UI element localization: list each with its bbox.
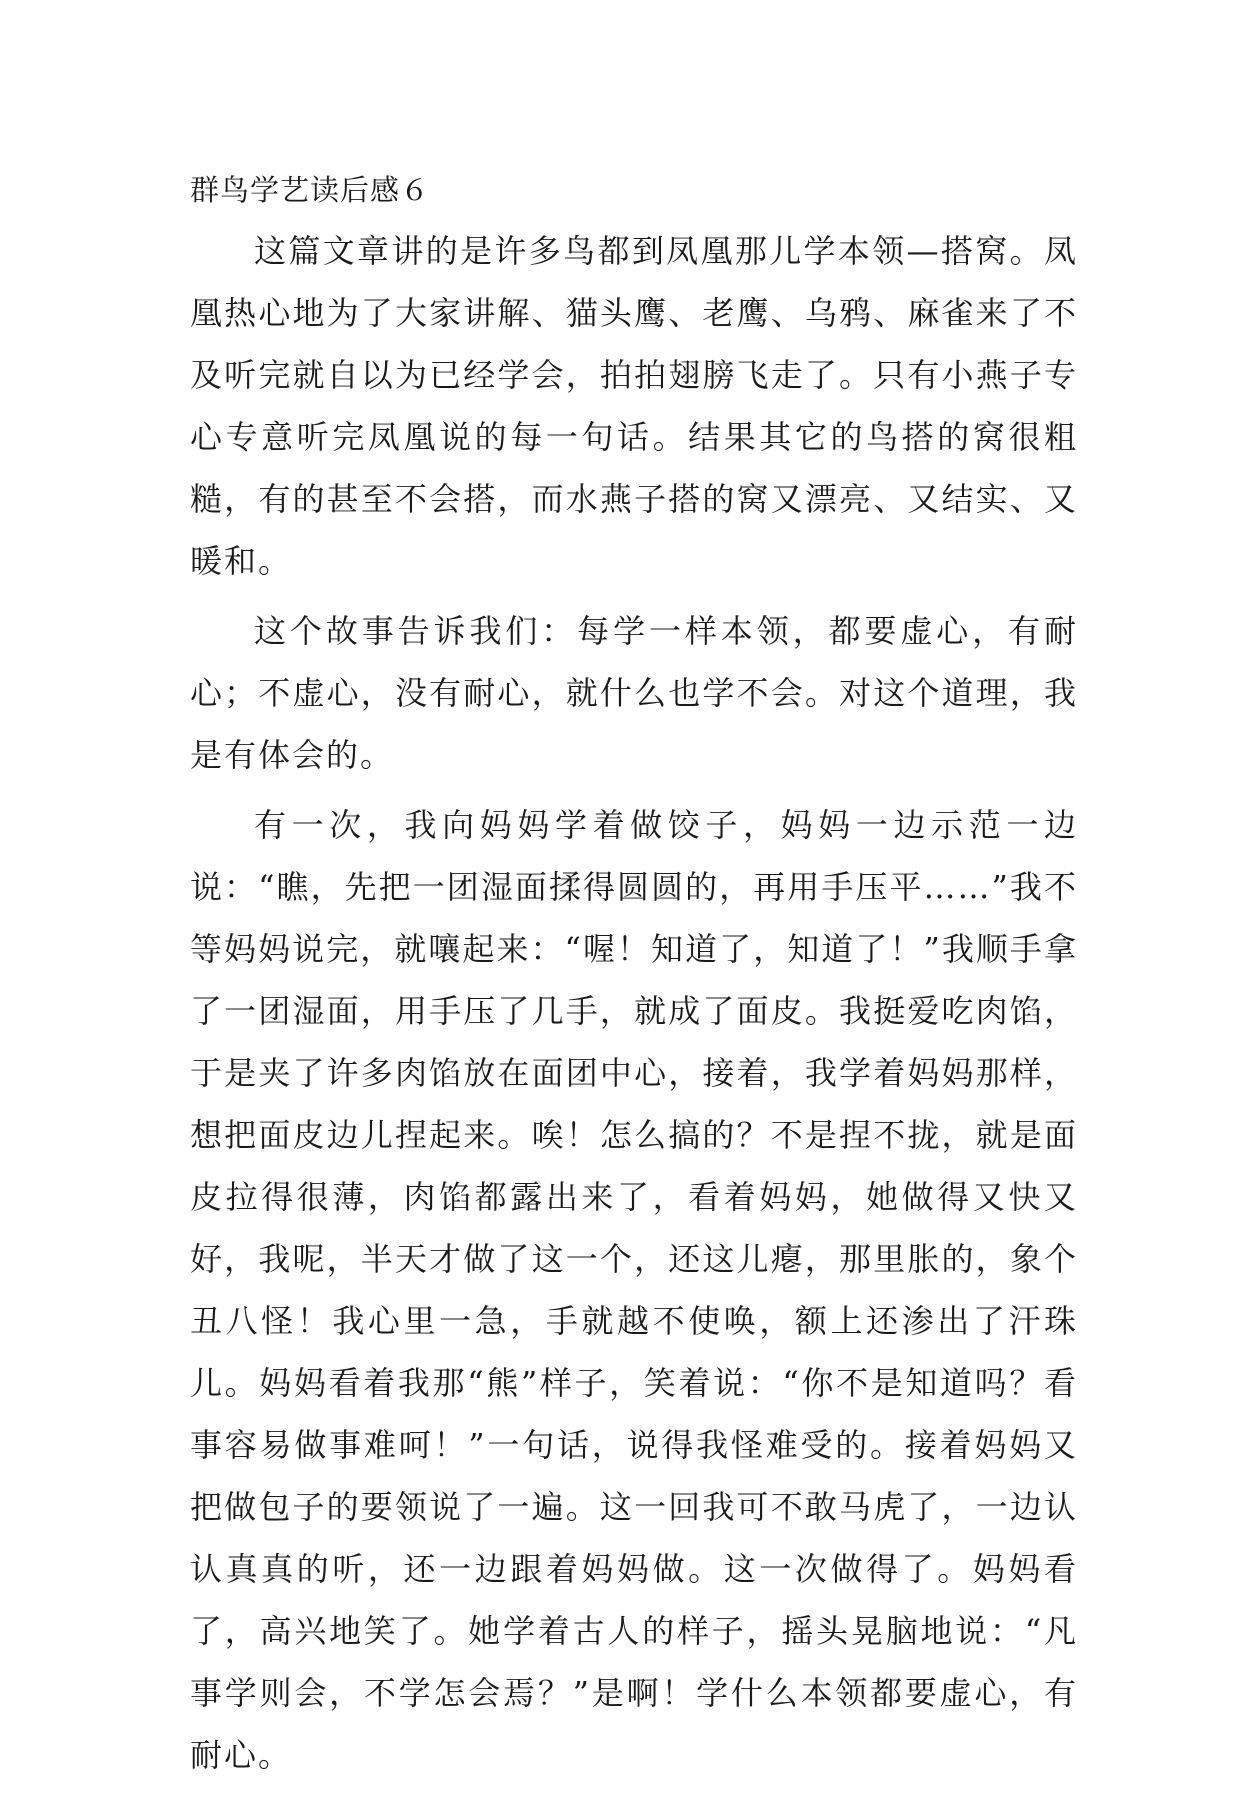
paragraph-1: 这篇文章讲的是许多鸟都到凤凰那儿学本领—搭窝。凤凰热心地为了大家讲解、猫头鹰、老鹰、乌鸦、麻雀来了不及听完就自以为已经学会，拍拍翅膀飞走了。只有小燕子专心专意听完凤凰说的每一句话。结果其它的鸟搭的窝很粗糙，有的甚至不会搭，而水燕子搭的窝又漂亮、又结实、又暖和。 [190,232,1078,580]
paragraph-2: 这个故事告诉我们：每学一样本领，都要虚心，有耐心；不虚心，没有耐心，就什么也学不会。对这个道理，我是有体会的。 [190,612,1078,774]
document-title: 群鸟学艺读后感６ [190,173,431,207]
paragraph-3: 有一次，我向妈妈学着做饺子，妈妈一边示范一边说：“瞧，先把一团湿面揉得圆圆的，再用手压平……”我不等妈妈说完，就嚷起来：“喔！知道了，知道了！”我顺手拿了一团湿面，用手压了几手，就成了面皮。我挺爱吃肉馅，于是夹了许多肉馅放在面团中心，接着，我学着妈妈那样，想把面皮边儿捏起来。唉！怎么搞的？不是捏不拢，就是面皮拉得很薄，肉馅都露出来了，看着妈妈，她做得又快又好，我呢，半天才做了这一个，还这儿瘪，那里胀的，象个丑八怪！我心里一急，手就越不使唤，额上还渗出了汗珠儿。妈妈看着我那“熊”样子，笑着说：“你不是知道吗？看事容易做事难呵！”一句话，说得我怪难受的。接着妈妈又把做包子的要领说了一遍。这一回我可不敢马虎了，一边认认真真的听，还一边跟着妈妈做。这一次做得了。妈妈看了，高兴地笑了。她学着古人的样子，摇头晃脑地说：“凡事学则会，不学怎会焉？”是啊！学什么本领都要虚心，有耐心。 [190,806,1078,1774]
document-page [190,160,1078,1794]
